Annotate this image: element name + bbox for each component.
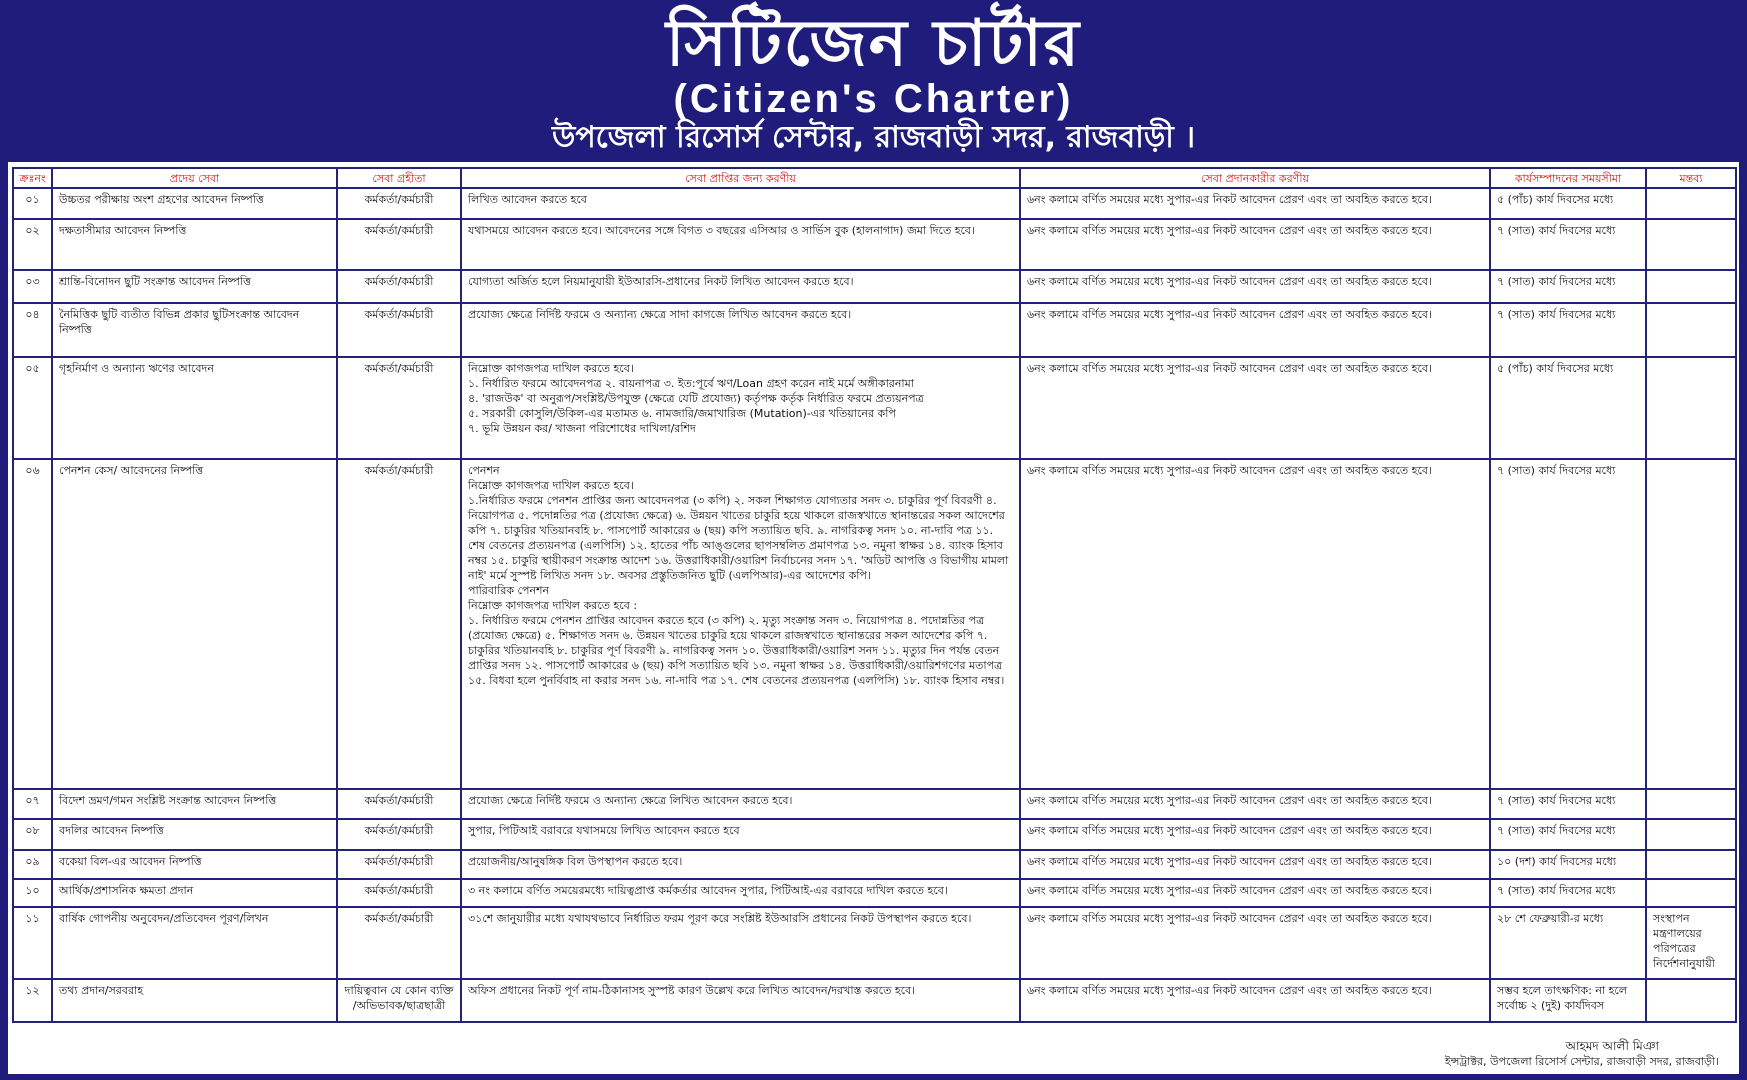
procedure-cell xyxy=(461,979,1020,1022)
time-limit-cell: ৭ (সাত) কার্য দিবসের মধ্যে xyxy=(1490,270,1646,303)
serial-cell: ০২ xyxy=(13,219,52,270)
col-header-provider-duty: সেবা প্রদানকারীর করণীয় xyxy=(1020,168,1490,188)
service-cell: বদলির আবেদন নিষ্পত্তি xyxy=(52,819,337,850)
col-header-receiver: সেবা গ্রহীতা xyxy=(337,168,461,188)
remarks-cell xyxy=(1646,303,1736,356)
citizen-charter-table xyxy=(12,167,1737,1023)
signature-block xyxy=(1445,1038,1719,1070)
table-row xyxy=(13,907,1736,980)
procedure-line: ১. নির্ধারিত ফরমে পেনশন প্রাপ্তির আবেদন করতে হবে (৩ কপি) ২. মৃত্যু সংক্রান্ত সনদ ৩. নিয়োগপত্র ৪. পদোন্নতির পত্র (প্রযোজ্য ক্ষেত্রে) ৫. শিক্ষাগত সনদ ৬. উন্নয়ন খাতের চাকুরি হয়ে থাকলে রাজস্বখাতে স্থানান্তরের সকল আদেশের কপি ৭. চাকুরির খতিয়ানবহি ৮. চাকুরির পূর্ণ বিবরণী ৯. নাগরিকত্ব সনদ ১০. উত্তরাধিকারী/ওয়ারিশ সনদ ১১. মৃত্যুর দিন পর্যন্ত বেতন প্রাপ্তির সনদ ১২. পাসপোর্ট আকারের ৬ (ছয়) কপি সত্যায়িত ছবি ১৩. নমুনা স্বাক্ষর ১৪. উত্তরাধিকারী/ওয়ারিশগণের মতাপত্র ১৫. বিধবা হলে পুনর্বিবাহ না করার সনদ ১৬. না-দাবি পত্র ১৭. শেষ বেতনের প্রত্যয়নপত্র (এলপিসি) ১৮. ব্যাংক হিসাব নম্বর। xyxy=(468,614,1005,688)
procedure-line: যোগ্যতা অর্জিত হলে নিয়মানুযায়ী ইউআরসি-প্রধানের নিকট লিখিত আবেদন করতে হবে। xyxy=(468,275,854,289)
table-row xyxy=(13,979,1736,1022)
provider-duty-cell: ৬নং কলামে বর্ণিত সময়ের মধ্যে সুপার-এর নিকট আবেদন প্রেরণ এবং তা অবহিত করতে হবে। xyxy=(1020,879,1490,907)
procedure-line: ৩ নং কলামে বর্ণিত সময়েরমধ্যে দায়িত্বপ্রাপ্ত কর্মকর্তার আবেদন সুপার, পিটিআই-এর বরাবরে দাখিল করতে হবে। xyxy=(468,883,948,897)
remarks-cell xyxy=(1646,219,1736,270)
col-header-serial: ক্রঃনং xyxy=(13,168,52,188)
remarks-cell xyxy=(1646,789,1736,819)
remarks-cell xyxy=(1646,270,1736,303)
signatory-name: আহমদ আলী মিঞা xyxy=(1565,1039,1659,1053)
col-header-service: প্রদেয় সেবা xyxy=(52,168,337,188)
procedure-line: নিম্নোক্ত কাগজপত্র দাখিল করতে হবে : xyxy=(468,599,638,613)
title-bangla: সিটিজেন চার্টার xyxy=(666,7,1081,81)
receiver-cell: কর্মকর্তা/কর্মচারী xyxy=(337,219,461,270)
procedure-cell xyxy=(461,219,1020,270)
receiver-cell: কর্মকর্তা/কর্মচারী xyxy=(337,270,461,303)
remarks-cell xyxy=(1646,819,1736,850)
col-header-time-limit: কার্যসম্পাদনের সময়সীমা xyxy=(1490,168,1646,188)
remarks-cell xyxy=(1646,850,1736,879)
time-limit-cell: ৭ (সাত) কার্য দিবসের মধ্যে xyxy=(1490,219,1646,270)
serial-cell: ১০ xyxy=(13,879,52,907)
service-cell: শ্রান্তি-বিনোদন ছুটি সংক্রান্ত আবেদন নিষ্পত্তি xyxy=(52,270,337,303)
time-limit-cell: ৫ (পাঁচ) কার্য দিবসের মধ্যে xyxy=(1490,188,1646,219)
remarks-cell xyxy=(1646,357,1736,460)
service-cell: দক্ষতাসীমার আবেদন নিষ্পত্তি xyxy=(52,219,337,270)
procedure-line: যথাসময়ে আবেদন করতে হবে। আবেদনের সঙ্গে বিগত ৩ বছরের এসিআর ও সার্ভিস বুক (হালনাগাদ) জমা দিতে হবে। xyxy=(468,223,975,237)
time-limit-cell: ৭ (সাত) কার্য দিবসের মধ্যে xyxy=(1490,459,1646,789)
serial-cell: ০৪ xyxy=(13,303,52,356)
provider-duty-cell: ৬নং কলামে বর্ণিত সময়ের মধ্যে সুপার-এর নিকট আবেদন প্রেরণ এবং তা অবহিত করতে হবে। xyxy=(1020,850,1490,879)
table-row xyxy=(13,789,1736,819)
title-english: (Citizen's Charter) xyxy=(673,77,1074,121)
procedure-cell xyxy=(461,850,1020,879)
remarks-cell: সংস্থাপন মন্ত্রণালয়ের পরিপত্রের নির্দেশনানুযায়ী xyxy=(1646,907,1736,980)
procedure-cell xyxy=(461,188,1020,219)
procedure-line: ১. নির্ধারিত ফরমে আবেদনপত্র ২. বায়নাপত্র ৩. ইত:পূর্বে ঋণ/Loan গ্রহণ করেন নাই মর্মে অঙ্গীকারনামা xyxy=(468,376,914,390)
time-limit-cell: ৭ (সাত) কার্য দিবসের মধ্যে xyxy=(1490,819,1646,850)
serial-cell: ১২ xyxy=(13,979,52,1022)
procedure-line: প্রযোজ্য ক্ষেত্রে নির্দিষ্ট ফরমে ও অন্যান্য ক্ষেত্রে সাদা কাগজে লিখিত আবেদন করতে হবে। xyxy=(468,308,852,322)
time-limit-cell: ২৮ শে ফেব্রুয়ারী-র মধ্যে xyxy=(1490,907,1646,980)
procedure-cell xyxy=(461,819,1020,850)
table-row xyxy=(13,850,1736,879)
provider-duty-cell: ৬নং কলামে বর্ণিত সময়ের মধ্যে সুপার-এর নিকট আবেদন প্রেরণ এবং তা অবহিত করতে হবে। xyxy=(1020,819,1490,850)
table-row xyxy=(13,303,1736,356)
receiver-cell: কর্মকর্তা/কর্মচারী xyxy=(337,303,461,356)
serial-cell: ০৫ xyxy=(13,357,52,460)
time-limit-cell: ৭ (সাত) কার্য দিবসের মধ্যে xyxy=(1490,879,1646,907)
receiver-cell: কর্মকর্তা/কর্মচারী xyxy=(337,357,461,460)
provider-duty-cell: ৬নং কলামে বর্ণিত সময়ের মধ্যে সুপার-এর নিকট আবেদন প্রেরণ এবং তা অবহিত করতে হবে। xyxy=(1020,907,1490,980)
provider-duty-cell: ৬নং কলামে বর্ণিত সময়ের মধ্যে সুপার-এর নিকট আবেদন প্রেরণ এবং তা অবহিত করতে হবে। xyxy=(1020,188,1490,219)
remarks-cell xyxy=(1646,188,1736,219)
procedure-line: নিম্নোক্ত কাগজপত্র দাখিল করতে হবে। xyxy=(468,361,634,375)
procedure-line: অফিস প্রধানের নিকট পূর্ণ নাম-ঠিকানাসহ সুস্পষ্ট কারণ উল্লেখ করে লিখিত আবেদন/দরখাস্ত করতে হবে। xyxy=(468,984,916,998)
table-header-row xyxy=(13,168,1736,188)
procedure-cell xyxy=(461,357,1020,460)
service-cell: তথ্য প্রদান/সরবরাহ xyxy=(52,979,337,1022)
time-limit-cell: ৭ (সাত) কার্য দিবসের মধ্যে xyxy=(1490,303,1646,356)
procedure-cell xyxy=(461,907,1020,980)
serial-cell: ০১ xyxy=(13,188,52,219)
receiver-cell: কর্মকর্তা/কর্মচারী xyxy=(337,850,461,879)
service-cell: গৃহনির্মাণ ও অন্যান্য ঋণের আবেদন xyxy=(52,357,337,460)
receiver-cell: কর্মকর্তা/কর্মচারী xyxy=(337,819,461,850)
procedure-cell xyxy=(461,270,1020,303)
serial-cell: ০৯ xyxy=(13,850,52,879)
procedure-cell xyxy=(461,789,1020,819)
procedure-cell xyxy=(461,459,1020,789)
procedure-cell xyxy=(461,879,1020,907)
service-cell: আর্থিক/প্রশাসনিক ক্ষমতা প্রদান xyxy=(52,879,337,907)
table-row xyxy=(13,459,1736,789)
receiver-cell: কর্মকর্তা/কর্মচারী xyxy=(337,188,461,219)
table-row xyxy=(13,879,1736,907)
receiver-cell: কর্মকর্তা/কর্মচারী xyxy=(337,459,461,789)
provider-duty-cell: ৬নং কলামে বর্ণিত সময়ের মধ্যে সুপার-এর নিকট আবেদন প্রেরণ এবং তা অবহিত করতে হবে। xyxy=(1020,303,1490,356)
provider-duty-cell: ৬নং কলামে বর্ণিত সময়ের মধ্যে সুপার-এর নিকট আবেদন প্রেরণ এবং তা অবহিত করতে হবে। xyxy=(1020,979,1490,1022)
procedure-line: প্রয়োজনীয়/আনুষঙ্গিক বিল উপস্থাপন করতে হবে। xyxy=(468,855,683,868)
signatory-designation: ইন্সট্রাক্টর, উপজেলা রিসোর্স সেন্টার, রাজবাড়ী সদর, রাজবাড়ী। xyxy=(1444,1055,1719,1068)
charter-header xyxy=(0,0,1747,160)
provider-duty-cell: ৬নং কলামে বর্ণিত সময়ের মধ্যে সুপার-এর নিকট আবেদন প্রেরণ এবং তা অবহিত করতে হবে। xyxy=(1020,270,1490,303)
provider-duty-cell: ৬নং কলামে বর্ণিত সময়ের মধ্যে সুপার-এর নিকট আবেদন প্রেরণ এবং তা অবহিত করতে হবে। xyxy=(1020,357,1490,460)
col-header-remarks: মন্তব্য xyxy=(1646,168,1736,188)
table-row xyxy=(13,819,1736,850)
provider-duty-cell: ৬নং কলামে বর্ণিত সময়ের মধ্যে সুপার-এর নিকট আবেদন প্রেরণ এবং তা অবহিত করতে হবে। xyxy=(1020,459,1490,789)
remarks-cell xyxy=(1646,879,1736,907)
procedure-line: পেনশন xyxy=(468,464,500,478)
time-limit-cell: ১০ (দশ) কার্য দিবসের মধ্যে xyxy=(1490,850,1646,879)
serial-cell: ০৩ xyxy=(13,270,52,303)
service-cell: উচ্চতর পরীক্ষায় অংশ গ্রহণের আবেদন নিষ্পত্তি xyxy=(52,188,337,219)
time-limit-cell: ৫ (পাঁচ) কার্য দিবসের মধ্যে xyxy=(1490,357,1646,460)
provider-duty-cell: ৬নং কলামে বর্ণিত সময়ের মধ্যে সুপার-এর নিকট আবেদন প্রেরণ এবং তা অবহিত করতে হবে। xyxy=(1020,219,1490,270)
table-body xyxy=(13,188,1736,1022)
procedure-line: নিম্নোক্ত কাগজপত্র দাখিল করতে হবে। xyxy=(468,479,634,493)
serial-cell: ০৬ xyxy=(13,459,52,789)
table-row xyxy=(13,270,1736,303)
service-cell: বিদেশ ভ্রমণ/গমন সংশ্লিষ্ট সংক্রান্ত আবেদন নিষ্পত্তি xyxy=(52,789,337,819)
receiver-cell: কর্মকর্তা/কর্মচারী xyxy=(337,879,461,907)
serial-cell: ০৮ xyxy=(13,819,52,850)
procedure-line: ১.নির্ধারিত ফরমে পেনশন প্রাপ্তির জন্য আবেদনপত্র (৩ কপি) ২. সকল শিক্ষাগত যোগ্যতার সনদ ৩. চাকুরির পূর্ণ বিবরণী ৪. নিয়োগপত্র ৫. পদোন্নতির পত্র (প্রযোজ্য ক্ষেত্রে) ৬. উন্নয়ন খাতের চাকুরি হয়ে থাকলে রাজস্বখাতে স্থানান্তরের সকল আদেশের কপি ৭. চাকুরির খতিয়ানবহি ৮. পাসপোর্ট আকারের ৬ (ছয়) কপি সত্যায়িত ছবি. ৯. নাগরিকত্ব সনদ ১০. না-দাবি পত্র ১১. শেষ বেতনের প্রত্যয়নপত্র (এলপিসি) ১২. হাতের পাঁচ আঙ্গুলের ছাপসম্বলিত প্রমাণপত্র ১৩. নমুনা স্বাক্ষর ১৪. ব্যাংক হিসাব নম্বর ১৫. চাকুরি স্থায়ীকরণ সংক্রান্ত আদেশ ১৬. উত্তরাধিকারী/ওয়ারিশ নির্বাচনের সনদ ১৭. 'অডিট আপত্তি ও বিভাগীয় মামলা নাই' মর্মে সুস্পষ্ট লিখিত সনদ ১৮. অবসর প্রস্তুতিজনিত ছুটি (এলপিআর)-এর আদেশের কপি। xyxy=(468,494,1009,583)
serial-cell: ০৭ xyxy=(13,789,52,819)
col-header-recipient-duty: সেবা প্রাপ্তির জন্য করণীয় xyxy=(461,168,1020,188)
procedure-cell xyxy=(461,303,1020,356)
procedure-line: ৭. ভূমি উন্নয়ন কর/ খাজনা পরিশোধের দাখিলা/রশিদ xyxy=(468,421,696,435)
procedure-line: পারিবারিক পেনশন xyxy=(468,584,550,598)
service-cell: পেনশন কেস/ আবেদনের নিষ্পত্তি xyxy=(52,459,337,789)
table-row xyxy=(13,188,1736,219)
service-cell: বার্ষিক গোপনীয় অনুবেদন/প্রতিবেদন পূরণ/লিখন xyxy=(52,907,337,980)
table-row xyxy=(13,357,1736,460)
service-cell: বকেয়া বিল-এর আবেদন নিষ্পত্তি xyxy=(52,850,337,879)
remarks-cell xyxy=(1646,979,1736,1022)
procedure-line: লিখিত আবেদন করতে হবে xyxy=(468,193,587,206)
service-cell: নৈমিত্তিক ছুটি ব্যতীত বিভিন্ন প্রকার ছুটিসংক্রান্ত আবেদন নিষ্পত্তি xyxy=(52,303,337,356)
charter-sheet xyxy=(8,162,1739,1074)
receiver-cell: কর্মকর্তা/কর্মচারী xyxy=(337,907,461,980)
office-name: উপজেলা রিসোর্স সেন্টার, রাজবাড়ী সদর, রাজবাড়ী । xyxy=(551,120,1196,155)
procedure-line: প্রযোজ্য ক্ষেত্রে নির্দিষ্ট ফরমে ও অন্যান্য ক্ষেত্রে লিখিত আবেদন করতে হবে। xyxy=(468,794,793,808)
time-limit-cell: সম্ভব হলে তাৎক্ষণিক: না হলে সর্বোচ্চ ২ (দুই) কার্যদিবস xyxy=(1490,979,1646,1022)
serial-cell: ১১ xyxy=(13,907,52,980)
table-row xyxy=(13,219,1736,270)
procedure-line: ৩১শে জানুয়ারীর মধ্যে যথাযথভাবে নির্ধারিত ফরম পূরণ করে সংশ্লিষ্ট ইউআরসি প্রধানের নিকট উপস্থাপন করতে হবে। xyxy=(468,911,972,925)
time-limit-cell: ৭ (সাত) কার্য দিবসের মধ্যে xyxy=(1490,789,1646,819)
procedure-line: ৪. 'রাজউক' বা অনুরূপ/সংশ্লিষ্ট/উপযুক্ত (ক্ষেত্রে যেটি প্রযোজ্য) কর্তৃপক্ষ কর্তৃক নির্ধারিত ফরমে প্রত্যয়নপত্র xyxy=(468,391,924,405)
receiver-cell: কর্মকর্তা/কর্মচারী xyxy=(337,789,461,819)
receiver-cell: দায়িত্ববান যে কোন ব্যক্তি /অভিভাবক/ছাত্রছাত্রী xyxy=(337,979,461,1022)
procedure-line: ৫. সরকারী কোসুলি/উকিল-এর মতামত ৬. নামজারি/জমাখারিজ (Mutation)-এর খতিয়ানের কপি xyxy=(468,406,896,420)
provider-duty-cell: ৬নং কলামে বর্ণিত সময়ের মধ্যে সুপার-এর নিকট আবেদন প্রেরণ এবং তা অবহিত করতে হবে। xyxy=(1020,789,1490,819)
procedure-line: সুপার, পিটিআই বরাবরে যথাসময়ে লিখিত আবেদন করতে হবে xyxy=(468,824,740,838)
remarks-cell xyxy=(1646,459,1736,789)
